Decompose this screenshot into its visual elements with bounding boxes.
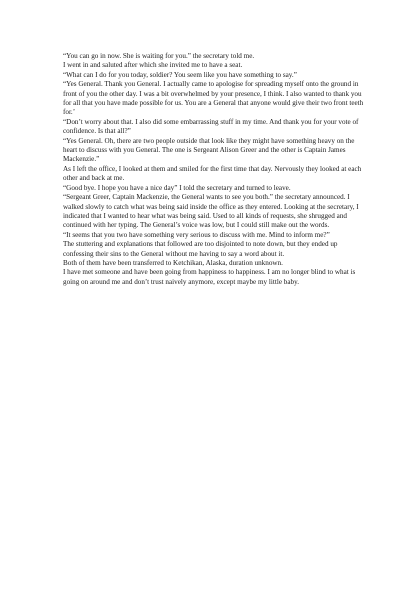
paragraph-7: As I left the office, I looked at them and smiled for the first time that day. Nervously they looked at each other and back at me.: [63, 164, 362, 183]
paragraph-9: “Sergeant Greer, Captain Mackenzie, the General wants to see you both.” the secretary announced. I walked slowly to catch what was being said inside the office as they entered. Looking at the secretary, I indicated that I wanted to hear what was being said. Used to all kinds of requests, she shrugged and continued with her typing. The General’s voice was low, but I could still make out the words.: [63, 193, 359, 230]
paragraph-11: The stuttering and explanations that followed are too disjointed to note down, but they ended up confessing their sins to the General without me having to say a word about it.: [63, 240, 338, 258]
paragraph-3: “What can I do for you today, soldier? You seem like you have something to say.”: [63, 70, 297, 79]
paragraph-1: “You can go in now. She is waiting for you.” the secretary told me.: [63, 52, 255, 60]
body-text: [63, 52, 369, 287]
paragraph-6: “Yes General. Oh, there are two people outside that look like they might have something heavy on the heart to discuss with you General. The one is Sergeant Alison Greer and the other is Captain James Mackenzie.”: [63, 136, 355, 164]
paragraph-12: Both of them have been transferred to Ketchikan, Alaska, duration unknown.: [63, 258, 283, 267]
paragraph-5: “Don’t worry about that. I also did some embarrassing stuff in my time. And thank you for your vote of confidence. Is that all?”: [63, 117, 359, 136]
paragraph-4: “Yes General. Thank you General. I actually came to apologise for spreading myself onto the ground in front of you the other day. I was a bit overwhelmed by your presence, I think. I also wanted to thank you for all that you have made possible for us. You are a General that anyone would give their two front teeth for.’: [63, 80, 364, 117]
paragraph-10: “It seems that you two have something very serious to discuss with me. Mind to inform me?”: [63, 230, 330, 239]
paragraph-13: I have met someone and have been going from happiness to happiness. I am no longer blind to what is going on around me and don’t trust naively anymore, except maybe my little baby.: [63, 268, 356, 286]
paragraph-8: “Good bye. I hope you have a nice day” I told the secretary and turned to leave.: [63, 183, 291, 192]
paragraph-2: I went in and saluted after which she invited me to have a seat.: [63, 61, 243, 70]
